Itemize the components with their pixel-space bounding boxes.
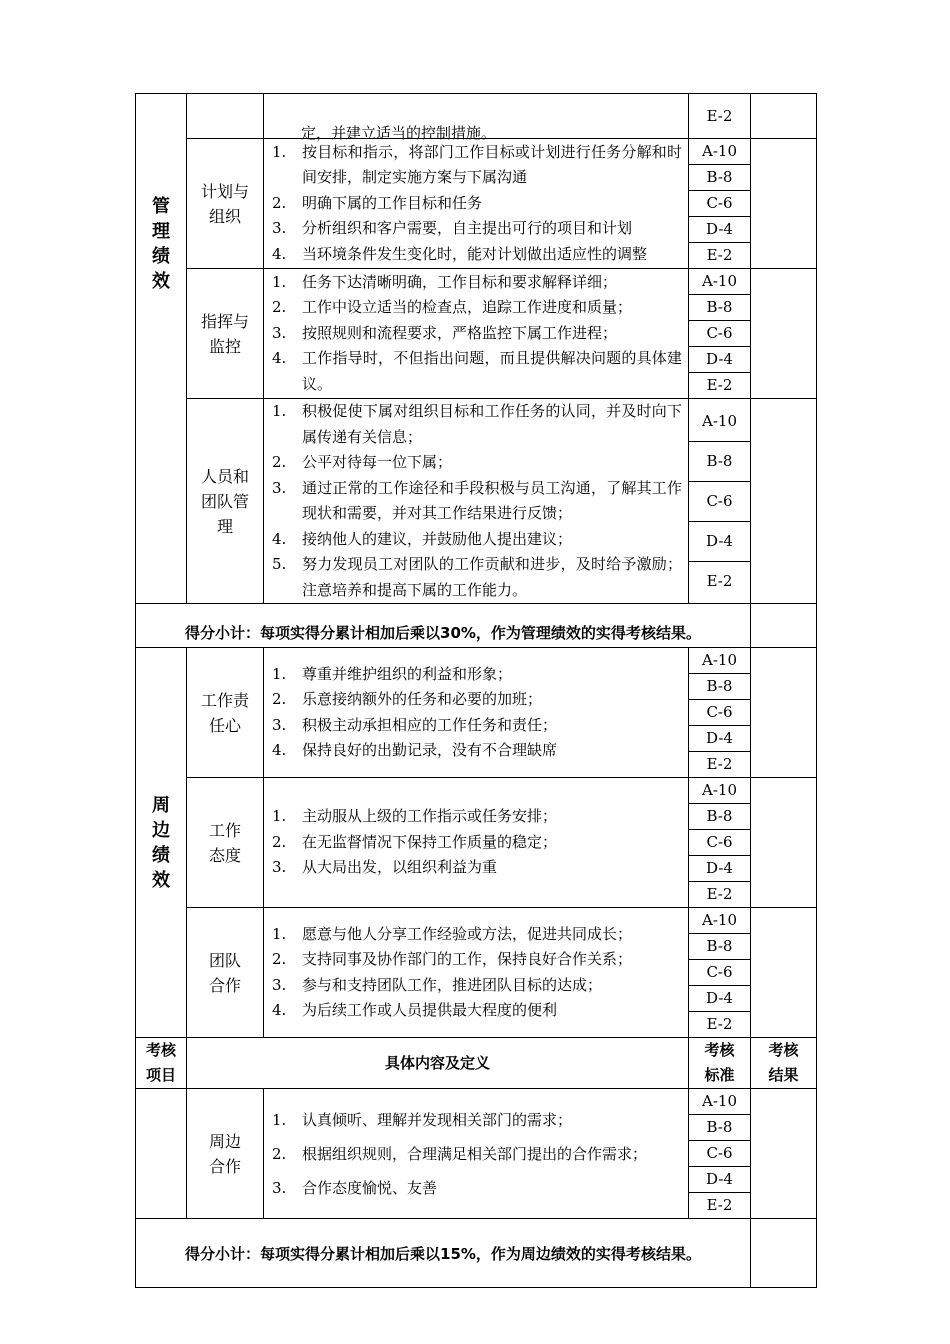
grade-option[interactable]: B-8 <box>689 1114 750 1140</box>
grade-option[interactable]: A-10 <box>702 1092 737 1110</box>
carryover-text <box>264 94 689 142</box>
grade-option[interactable]: B-8 <box>689 803 750 829</box>
grade-cell <box>689 908 751 1038</box>
summary-row <box>136 1219 817 1288</box>
list-item <box>270 552 682 603</box>
grade-option[interactable]: C-6 <box>689 959 750 985</box>
grade-option[interactable]: D-4 <box>689 985 750 1011</box>
item-number: 2. <box>272 193 287 212</box>
carryover-text-value: 定，并建立适当的控制措施。 <box>301 124 497 142</box>
grade-option[interactable]: D-4 <box>689 1166 750 1192</box>
grade-option[interactable]: E-2 <box>689 242 750 268</box>
grade-cell-tall <box>689 399 751 604</box>
item-text: 分析组织和客户需要，自主提出可行的项目和计划 <box>302 219 633 238</box>
item-number: 2. <box>272 950 287 968</box>
list-item <box>270 270 682 296</box>
item-text: 参与和支持团队工作，推进团队目标的达成； <box>302 975 603 994</box>
grade-option[interactable]: C-6 <box>689 699 750 725</box>
list-item <box>270 1103 682 1137</box>
item-text: 根据组织规则，合理满足相关部门提出的合作需求； <box>302 1144 648 1163</box>
result-cell[interactable] <box>751 648 817 778</box>
grade-option[interactable]: C-6 <box>689 1140 750 1166</box>
item-text: 工作指导时，不但指出问题，而且提供解决问题的具体建议。 <box>302 349 682 393</box>
header-standard-label: 考核标准 <box>704 1041 735 1084</box>
subitem-label: 团队合作 <box>208 950 241 995</box>
grade-option[interactable]: A-10 <box>702 911 737 929</box>
item-number: 3. <box>272 858 287 877</box>
grade-cell <box>689 139 751 269</box>
summary-row <box>136 604 817 648</box>
grade-cell <box>689 1089 751 1219</box>
list-item <box>270 450 682 476</box>
table-header-row <box>136 1038 817 1089</box>
grade-option[interactable]: C-6 <box>689 481 750 521</box>
subitem-label: 工作责任心 <box>200 690 249 735</box>
item-text: 按目标和指示，将部门工作目标或计划进行任务分解和时间安排，制定实施方案与下属沟通 <box>302 142 682 187</box>
item-text: 从大局出发，以组织利益为重 <box>302 858 498 877</box>
list-item <box>270 399 682 450</box>
header-standard <box>689 1038 751 1089</box>
list-item <box>270 242 682 268</box>
header-result-label: 考核结果 <box>768 1041 799 1084</box>
item-number: 5. <box>272 555 287 573</box>
grade-option[interactable]: B-8 <box>689 933 750 959</box>
category-management <box>136 94 187 604</box>
summary-management: 得分小计：每项实得分累计相加后乘以30%，作为管理绩效的实得考核结果。 <box>136 604 751 648</box>
subitem-label: 周边合作 <box>208 1131 241 1176</box>
list-item <box>270 476 682 527</box>
item-text: 为后续工作或人员提供最大程度的便利 <box>302 1001 558 1019</box>
subitem-label: 计划与组织 <box>200 181 249 226</box>
list-item <box>270 830 682 856</box>
result-cell[interactable] <box>751 1089 817 1219</box>
subitem-label: 人员和团队管理 <box>200 466 249 536</box>
grade-option[interactable]: A-10 <box>702 142 737 160</box>
subitem-name <box>187 139 264 269</box>
result-cell[interactable] <box>751 139 817 269</box>
item-number: 1. <box>272 807 287 826</box>
list-item <box>270 140 682 191</box>
item-text: 合作态度愉悦、友善 <box>302 1178 438 1197</box>
item-number: 1. <box>272 924 287 943</box>
grade-option[interactable]: D-4 <box>689 216 750 242</box>
summary-result-cell[interactable] <box>751 604 817 648</box>
item-number: 3. <box>272 715 287 734</box>
item-list <box>264 269 689 399</box>
list-item <box>270 855 682 881</box>
grade-option[interactable]: C-6 <box>689 320 750 346</box>
section-row <box>136 139 817 269</box>
grade-option[interactable]: A-10 <box>702 781 737 799</box>
item-number: 4. <box>272 529 287 548</box>
subitem-name <box>187 778 264 908</box>
grade-option[interactable]: E-2 <box>706 106 733 125</box>
grade-option[interactable]: B-8 <box>689 164 750 190</box>
grade-option[interactable]: C-6 <box>689 829 750 855</box>
result-cell[interactable] <box>751 908 817 1038</box>
item-number: 3. <box>272 219 287 238</box>
item-text: 按照规则和流程要求，严格监控下属工作进程； <box>302 323 618 342</box>
item-text: 任务下达清晰明确，工作目标和要求解释详细； <box>302 272 618 291</box>
grade-option[interactable]: D-4 <box>689 855 750 881</box>
result-cell[interactable] <box>751 778 817 908</box>
category-cell-empty <box>136 1089 187 1219</box>
list-item <box>270 527 682 553</box>
item-text: 保持良好的出勤记录，没有不合理缺席 <box>302 741 558 759</box>
header-content: 具体内容及定义 <box>187 1038 689 1089</box>
grade-cell <box>689 269 751 399</box>
grade-option[interactable]: A-10 <box>702 411 737 430</box>
subitem-name <box>187 399 264 604</box>
subitem-cell-empty <box>187 94 264 139</box>
item-number: 1. <box>272 272 287 291</box>
grade-option[interactable]: E-2 <box>689 372 750 398</box>
grade-option[interactable]: B-8 <box>689 441 750 481</box>
item-list <box>264 908 689 1038</box>
grade-option[interactable]: E-2 <box>689 751 750 777</box>
item-list <box>264 139 689 269</box>
item-number: 4. <box>272 1001 287 1019</box>
item-text: 工作中设立适当的检查点，追踪工作进度和质量； <box>302 298 633 317</box>
item-number: 1. <box>272 664 287 683</box>
grade-option[interactable]: A-10 <box>702 651 737 669</box>
item-list <box>264 1089 689 1219</box>
category-peripheral <box>136 648 187 1038</box>
item-text: 支持同事及协作部门的工作，保持良好合作关系； <box>302 950 633 968</box>
item-list <box>264 648 689 778</box>
subitem-label: 指挥与监控 <box>200 311 249 356</box>
subitem-name <box>187 908 264 1038</box>
grade-cell <box>689 94 751 139</box>
list-item <box>270 216 682 242</box>
summary-peripheral: 得分小计：每项实得分累计相加后乘以15%，作为周边绩效的实得考核结果。 <box>136 1219 751 1288</box>
result-cell[interactable] <box>751 399 817 604</box>
list-item <box>270 1137 682 1171</box>
item-text: 主动服从上级的工作指示或任务安排； <box>302 807 558 826</box>
grade-option[interactable]: B-8 <box>689 673 750 699</box>
grade-option[interactable]: D-4 <box>689 521 750 561</box>
grade-cell <box>689 778 751 908</box>
appraisal-form-page <box>135 93 816 1288</box>
item-number: 2. <box>272 832 287 851</box>
result-cell[interactable] <box>751 94 817 139</box>
item-text: 尊重并维护组织的利益和形象； <box>302 664 513 683</box>
subitem-name <box>187 269 264 399</box>
list-item <box>270 947 682 973</box>
header-item <box>136 1038 187 1089</box>
item-list <box>264 778 689 908</box>
item-text: 通过正常的工作途径和手段积极与员工沟通，了解其工作现状和需要，并对其工作结果进行反馈； <box>302 478 682 522</box>
subitem-name <box>187 648 264 778</box>
appraisal-table <box>135 93 817 1288</box>
section-row <box>136 648 817 778</box>
list-item <box>270 321 682 347</box>
section-row <box>136 778 817 908</box>
grade-cell <box>689 648 751 778</box>
list-item <box>270 738 682 764</box>
section-row <box>136 269 817 399</box>
item-number: 4. <box>272 741 287 759</box>
list-item <box>270 191 682 217</box>
item-text: 公平对待每一位下属； <box>302 453 453 471</box>
list-item <box>270 662 682 688</box>
item-text: 当环境条件发生变化时，能对计划做出适应性的调整 <box>302 244 648 263</box>
item-text: 明确下属的工作目标和任务 <box>302 193 483 212</box>
item-text: 乐意接纳额外的任务和必要的加班； <box>302 690 543 708</box>
item-text: 接纳他人的建议，并鼓励他人提出建议； <box>302 529 573 548</box>
header-result <box>751 1038 817 1089</box>
grade-option[interactable]: C-6 <box>689 190 750 216</box>
section-row <box>136 1089 817 1219</box>
list-item <box>270 713 682 739</box>
item-text: 积极促使下属对组织目标和工作任务的认同，并及时向下属传递有关信息； <box>302 402 682 446</box>
item-number: 4. <box>272 244 287 263</box>
grade-option[interactable]: E-2 <box>689 1192 750 1218</box>
item-number: 3. <box>272 975 287 994</box>
list-item <box>270 346 682 397</box>
item-number: 2. <box>272 453 287 471</box>
grade-option[interactable]: E-2 <box>689 561 750 601</box>
category-label: 周边绩效 <box>152 794 170 891</box>
grade-option[interactable]: B-8 <box>689 294 750 320</box>
item-number: 1. <box>272 1110 287 1129</box>
list-item <box>270 295 682 321</box>
item-number: 2. <box>272 690 287 708</box>
list-item <box>270 804 682 830</box>
subitem-name <box>187 1089 264 1219</box>
header-item-label: 考核项目 <box>145 1041 176 1084</box>
item-text: 在无监督情况下保持工作质量的稳定； <box>302 832 558 851</box>
list-item <box>270 1171 682 1205</box>
item-list <box>264 399 689 604</box>
item-text: 积极主动承担相应的工作任务和责任； <box>302 715 558 734</box>
item-text: 努力发现员工对团队的工作贡献和进步，及时给予激励；注意培养和提高下属的工作能力。 <box>302 555 682 599</box>
item-text: 愿意与他人分享工作经验或方法，促进共同成长； <box>302 924 633 943</box>
result-cell[interactable] <box>751 269 817 399</box>
item-number: 1. <box>272 402 287 420</box>
grade-option[interactable]: E-2 <box>689 1011 750 1037</box>
grade-option[interactable]: A-10 <box>702 272 737 290</box>
grade-option[interactable]: D-4 <box>689 346 750 372</box>
carryover-row <box>136 94 817 139</box>
category-label: 管理绩效 <box>152 196 170 292</box>
summary-result-cell[interactable] <box>751 1219 817 1288</box>
item-number: 3. <box>272 1178 287 1197</box>
subitem-label: 工作态度 <box>208 820 241 865</box>
list-item <box>270 687 682 713</box>
item-number: 1. <box>272 142 287 161</box>
list-item <box>270 973 682 999</box>
section-row <box>136 399 817 604</box>
list-item <box>270 998 682 1024</box>
grade-option[interactable]: E-2 <box>689 881 750 907</box>
item-number: 3. <box>272 478 287 497</box>
item-number: 4. <box>272 349 287 368</box>
item-number: 2. <box>272 1144 287 1163</box>
section-row <box>136 908 817 1038</box>
list-item <box>270 922 682 948</box>
grade-option[interactable]: D-4 <box>689 725 750 751</box>
item-number: 3. <box>272 323 287 342</box>
item-text: 认真倾听、理解并发现相关部门的需求； <box>302 1110 573 1129</box>
item-number: 2. <box>272 298 287 317</box>
